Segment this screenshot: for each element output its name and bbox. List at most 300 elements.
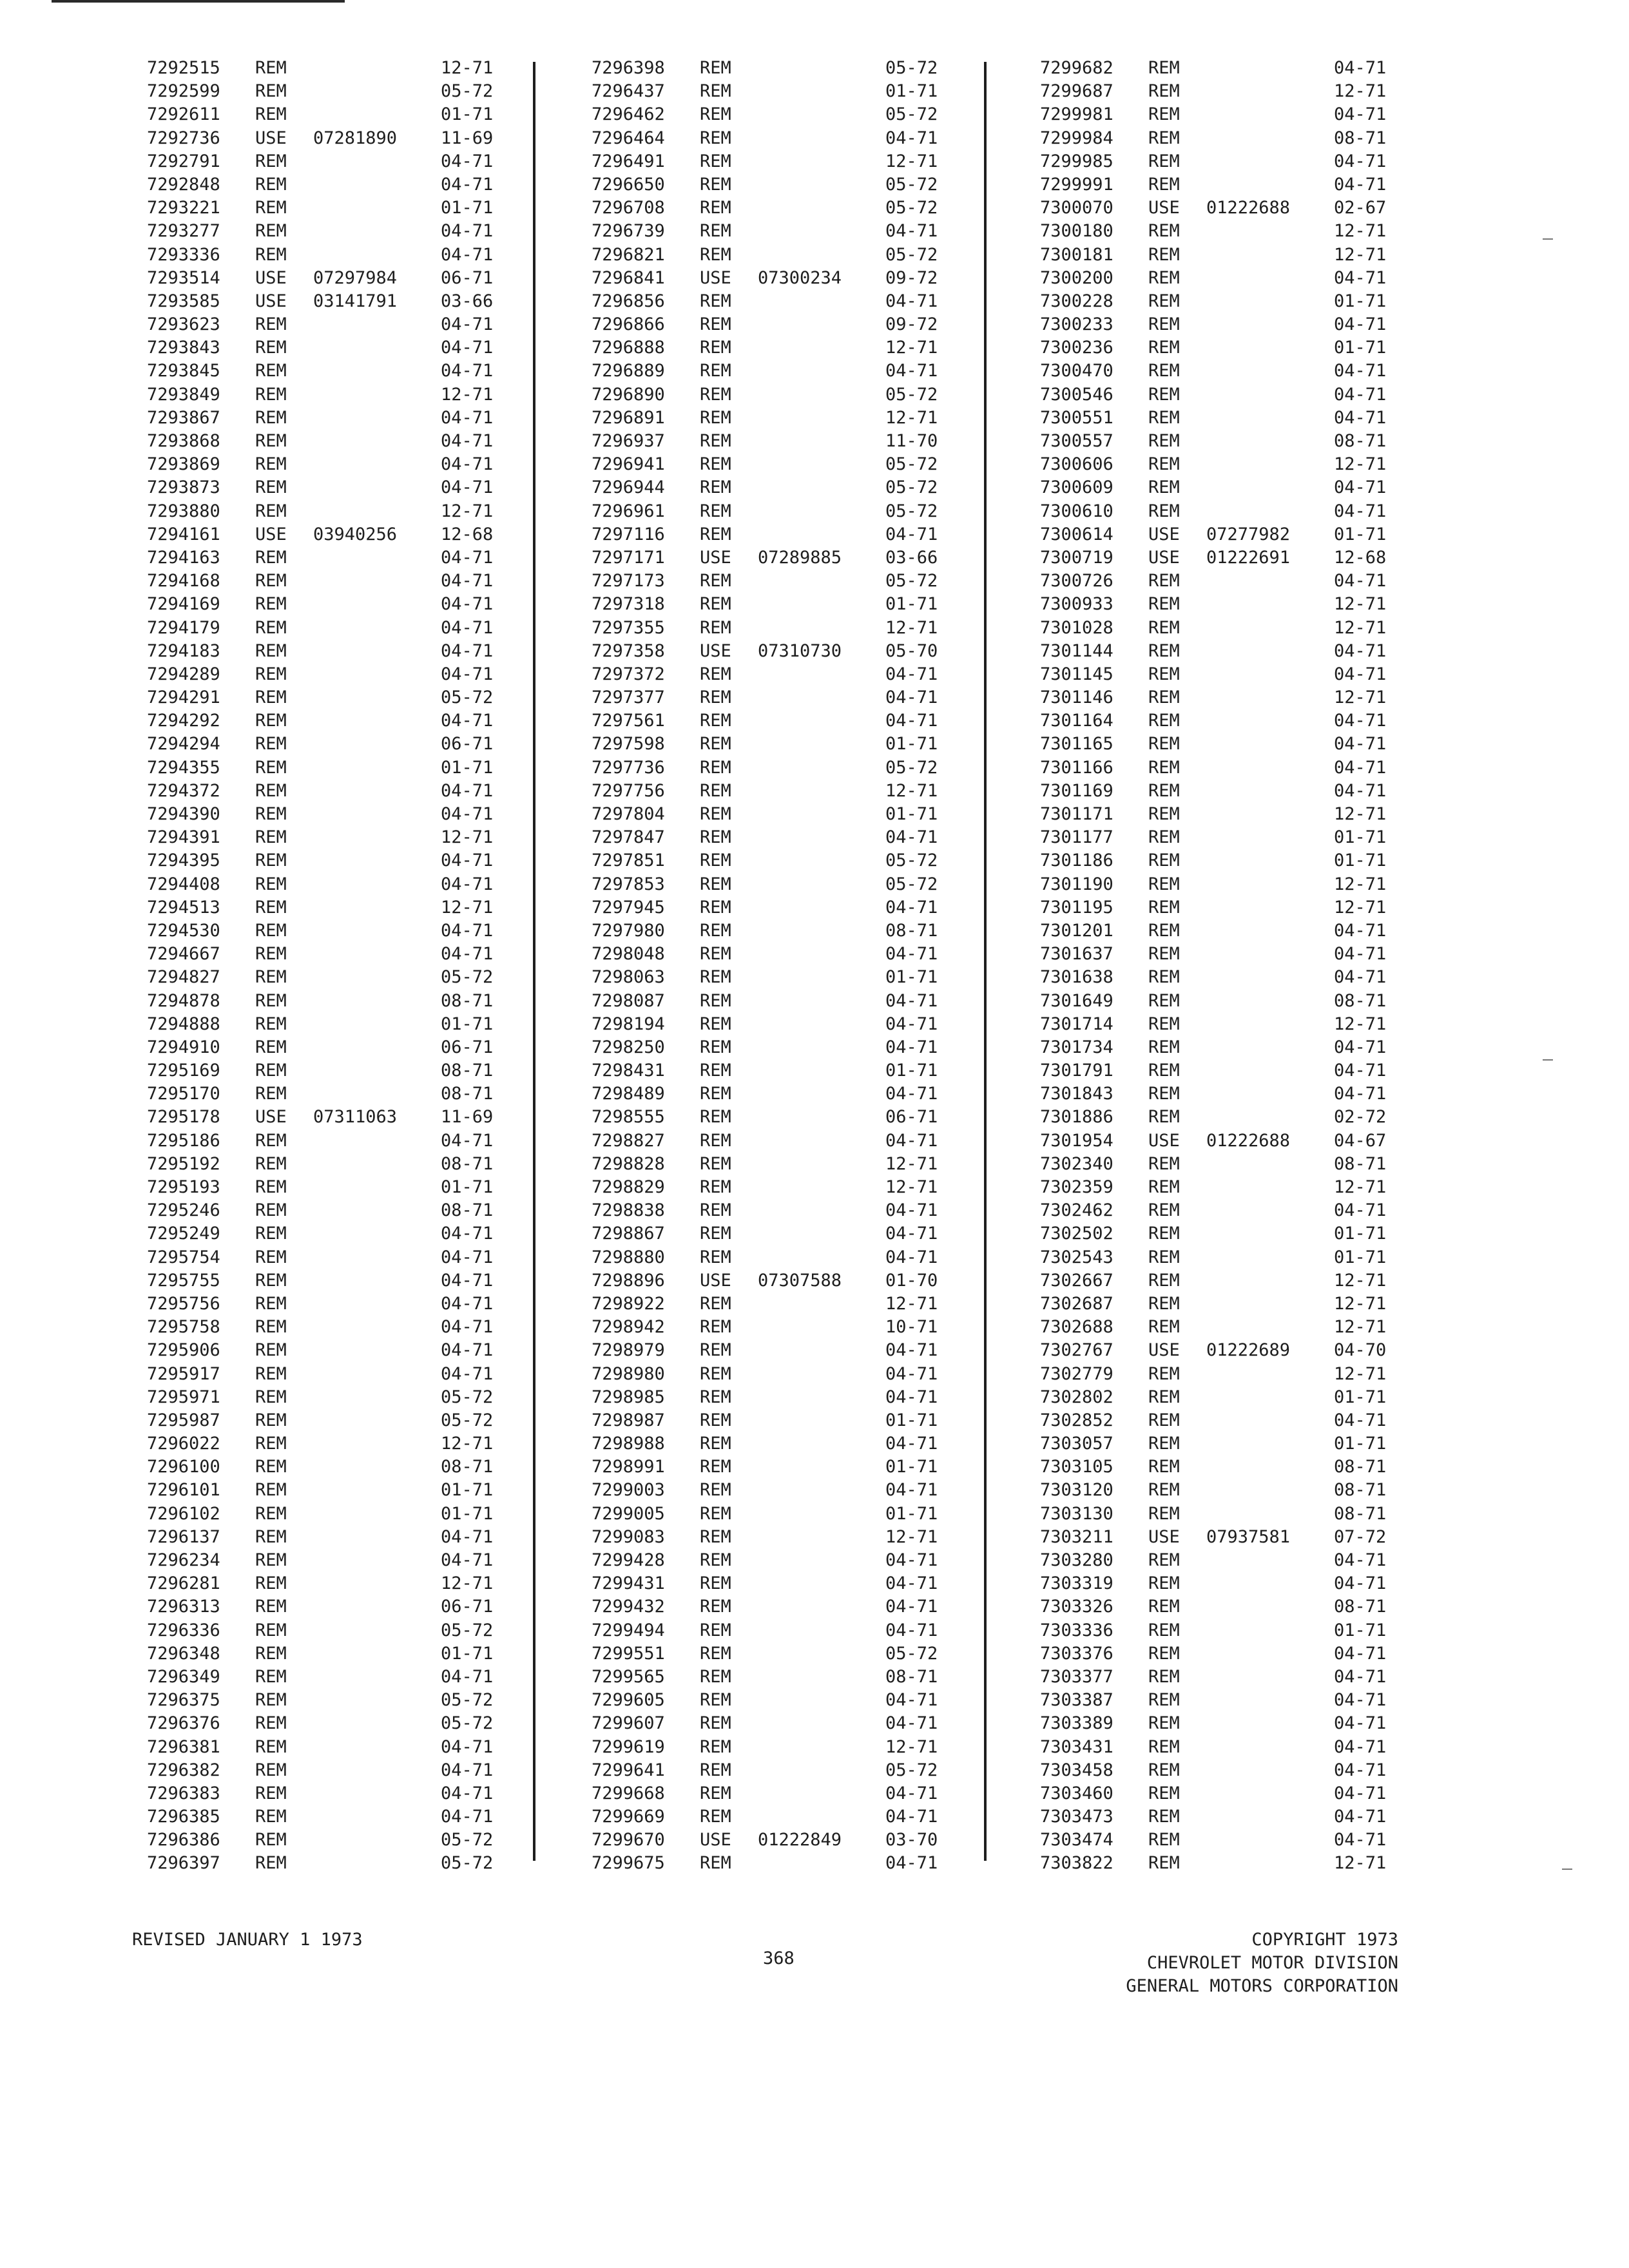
- effective-date: 05-72: [885, 1760, 938, 1780]
- action-code: REM: [700, 384, 731, 405]
- part-number: 7301145: [1040, 664, 1113, 684]
- part-row: [147, 733, 505, 756]
- part-number: 7298063: [592, 967, 665, 988]
- replacement-number: [313, 336, 441, 360]
- part-row: [147, 990, 505, 1013]
- part-row: [147, 1549, 505, 1572]
- part-number: 7299607: [592, 1713, 665, 1734]
- top-rule: [52, 0, 345, 3]
- replacement-number: [758, 80, 885, 103]
- effective-date: 04-71: [885, 1130, 938, 1151]
- action-code: REM: [255, 594, 287, 615]
- replacement-number: [1206, 290, 1334, 313]
- effective-date: 05-72: [885, 571, 938, 591]
- part-number: 7298194: [592, 1014, 665, 1034]
- action-code: REM: [255, 314, 287, 335]
- part-number: 7303376: [1040, 1643, 1113, 1664]
- action-code: REM: [1148, 944, 1180, 965]
- replacement-number: [758, 1246, 885, 1269]
- replacement-number: [313, 1432, 441, 1456]
- part-number: 7296313: [147, 1597, 220, 1617]
- effective-date: 05-72: [885, 104, 938, 125]
- page-number: 368: [763, 1948, 795, 1968]
- effective-date: 04-71: [1334, 571, 1387, 591]
- part-row: [147, 1805, 505, 1829]
- part-number: 7299985: [1040, 151, 1113, 171]
- replacement-number: [1206, 1222, 1334, 1245]
- part-number: 7299619: [592, 1736, 665, 1757]
- action-code: REM: [255, 1037, 287, 1057]
- effective-date: 04-71: [441, 1666, 494, 1687]
- part-row: [592, 733, 950, 756]
- part-row: [1040, 1526, 1398, 1549]
- part-row: [1040, 546, 1398, 570]
- part-row: [147, 1479, 505, 1502]
- effective-date: 02-72: [1334, 1107, 1387, 1128]
- action-code: REM: [1148, 1830, 1180, 1850]
- action-code: REM: [1148, 384, 1180, 405]
- part-row: [592, 593, 950, 616]
- replacement-number: [758, 336, 885, 360]
- part-number: 7296464: [592, 128, 665, 148]
- part-number: 7296937: [592, 431, 665, 451]
- part-row: [592, 849, 950, 872]
- effective-date: 04-71: [1334, 1573, 1387, 1594]
- effective-date: 04-71: [1334, 1807, 1387, 1827]
- part-number: 7297804: [592, 804, 665, 824]
- action-code: REM: [1148, 1387, 1180, 1407]
- parts-column-1: [147, 57, 505, 1876]
- part-row: [592, 943, 950, 966]
- effective-date: 04-71: [885, 1550, 938, 1570]
- part-row: [1040, 1782, 1398, 1805]
- part-row: [1040, 803, 1398, 826]
- part-number: 7294292: [147, 711, 220, 731]
- replacement-number: [313, 1409, 441, 1432]
- part-row: [1040, 1479, 1398, 1502]
- replacement-number: [313, 1503, 441, 1526]
- part-number: 7298988: [592, 1434, 665, 1454]
- part-row: [592, 640, 950, 663]
- effective-date: 04-71: [885, 1363, 938, 1384]
- action-code: REM: [255, 174, 287, 195]
- part-number: 7298922: [592, 1293, 665, 1314]
- action-code: REM: [1148, 361, 1180, 381]
- effective-date: 01-71: [1334, 1387, 1387, 1407]
- part-number: 7301195: [1040, 897, 1113, 918]
- effective-date: 01-71: [885, 1061, 938, 1081]
- action-code: REM: [1148, 571, 1180, 591]
- replacement-number: [758, 1363, 885, 1386]
- replacement-number: [758, 1129, 885, 1153]
- effective-date: 04-71: [441, 1340, 494, 1361]
- action-code: REM: [700, 1480, 731, 1501]
- effective-date: 04-71: [1334, 407, 1387, 428]
- part-row: [1040, 267, 1398, 290]
- part-number: 7302543: [1040, 1247, 1113, 1267]
- effective-date: 04-71: [885, 1620, 938, 1640]
- effective-date: 12-71: [885, 1293, 938, 1314]
- action-code: REM: [700, 1387, 731, 1407]
- part-row: [147, 244, 505, 267]
- effective-date: 04-71: [1334, 967, 1387, 988]
- part-number: 7297171: [592, 547, 665, 568]
- revised-date: REVISED JANUARY 1 1973: [132, 1930, 363, 1950]
- replacement-number: [758, 244, 885, 267]
- replacement-number: [1206, 1479, 1334, 1502]
- action-code: REM: [1148, 81, 1180, 102]
- part-number: 7303336: [1040, 1620, 1113, 1640]
- replacement-number: [1206, 849, 1334, 872]
- replacement-number: [313, 1479, 441, 1502]
- part-number: 7297847: [592, 827, 665, 848]
- part-number: 7301886: [1040, 1107, 1113, 1128]
- part-row: [1040, 290, 1398, 313]
- part-number: 7299687: [1040, 81, 1113, 102]
- replacement-number: [1206, 1106, 1334, 1129]
- action-code: REM: [700, 967, 731, 988]
- replacement-number: [758, 1736, 885, 1759]
- action-code: REM: [700, 1410, 731, 1430]
- part-row: [1040, 500, 1398, 523]
- replacement-number: [313, 1712, 441, 1735]
- effective-date: 04-71: [885, 897, 938, 918]
- replacement-number: [313, 873, 441, 896]
- action-code: REM: [700, 874, 731, 894]
- effective-date: 04-71: [441, 407, 494, 428]
- effective-date: 11-70: [885, 431, 938, 451]
- part-number: 7294179: [147, 617, 220, 638]
- action-code: REM: [1148, 617, 1180, 638]
- effective-date: 04-71: [441, 1550, 494, 1570]
- part-number: 7296348: [147, 1643, 220, 1664]
- replacement-number: [1206, 919, 1334, 943]
- effective-date: 04-71: [441, 338, 494, 358]
- effective-date: 04-71: [885, 361, 938, 381]
- part-number: 7292736: [147, 128, 220, 148]
- replacement-number: [758, 1572, 885, 1595]
- action-code: REM: [255, 1224, 287, 1244]
- effective-date: 04-71: [441, 477, 494, 498]
- effective-date: 12-71: [1334, 1177, 1387, 1197]
- action-code: REM: [255, 1153, 287, 1174]
- effective-date: 04-71: [441, 571, 494, 591]
- effective-date: 04-71: [885, 221, 938, 242]
- part-number: 7299428: [592, 1550, 665, 1570]
- replacement-number: [313, 1759, 441, 1782]
- effective-date: 08-71: [1334, 1503, 1387, 1524]
- part-number: 7296100: [147, 1457, 220, 1477]
- effective-date: 05-72: [885, 874, 938, 894]
- part-number: 7299083: [592, 1526, 665, 1547]
- action-code: REM: [255, 1247, 287, 1267]
- part-number: 7297756: [592, 780, 665, 801]
- part-row: [592, 1712, 950, 1735]
- replacement-number: [313, 1222, 441, 1245]
- part-number: 7301649: [1040, 990, 1113, 1011]
- action-code: REM: [255, 944, 287, 965]
- part-number: 7298048: [592, 944, 665, 965]
- action-code: REM: [700, 1014, 731, 1034]
- action-code: REM: [1148, 151, 1180, 171]
- part-row: [592, 220, 950, 243]
- part-row: [1040, 1222, 1398, 1245]
- part-row: [592, 1759, 950, 1782]
- part-number: 7299668: [592, 1783, 665, 1803]
- replacement-number: [313, 383, 441, 407]
- part-row: [1040, 1129, 1398, 1153]
- effective-date: 12-71: [441, 897, 494, 918]
- part-number: 7296281: [147, 1573, 220, 1594]
- replacement-number: [758, 1409, 885, 1432]
- part-number: 7295756: [147, 1293, 220, 1314]
- effective-date: 04-71: [885, 128, 938, 148]
- action-code: REM: [700, 1573, 731, 1594]
- action-code: REM: [1148, 1293, 1180, 1314]
- replacement-number: [313, 1129, 441, 1153]
- replacement-number: [313, 1782, 441, 1805]
- replacement-number: [758, 849, 885, 872]
- part-number: 7294183: [147, 640, 220, 661]
- replacement-number: [1206, 1013, 1334, 1036]
- action-code: REM: [1148, 1084, 1180, 1104]
- part-number: 7299670: [592, 1830, 665, 1850]
- action-code: REM: [1148, 1200, 1180, 1221]
- part-row: [1040, 1689, 1398, 1712]
- part-number: 7294294: [147, 734, 220, 754]
- replacement-number: [313, 220, 441, 243]
- part-number: 7292848: [147, 174, 220, 195]
- part-row: [147, 1153, 505, 1176]
- part-row: [147, 1269, 505, 1293]
- effective-date: 04-71: [885, 1014, 938, 1034]
- part-row: [1040, 476, 1398, 499]
- replacement-number: [1206, 1689, 1334, 1712]
- action-code: REM: [700, 687, 731, 708]
- action-code: REM: [700, 711, 731, 731]
- part-row: [147, 1106, 505, 1129]
- action-code: REM: [255, 1014, 287, 1034]
- part-row: [147, 1759, 505, 1782]
- action-code: REM: [700, 1503, 731, 1524]
- effective-date: 04-71: [1334, 477, 1387, 498]
- effective-date: 01-71: [1334, 524, 1387, 544]
- action-code: REM: [255, 780, 287, 801]
- effective-date: 12-68: [1334, 547, 1387, 568]
- part-number: 7302852: [1040, 1410, 1113, 1430]
- action-code: REM: [255, 897, 287, 918]
- replacement-number: [313, 640, 441, 663]
- part-number: 7299431: [592, 1573, 665, 1594]
- effective-date: 01-71: [885, 1503, 938, 1524]
- effective-date: 08-71: [885, 1666, 938, 1687]
- action-code: REM: [255, 1666, 287, 1687]
- effective-date: 04-71: [885, 1807, 938, 1827]
- replacement-number: [758, 1199, 885, 1222]
- effective-date: 04-71: [1334, 711, 1387, 731]
- part-number: 7294888: [147, 1014, 220, 1034]
- action-code: REM: [255, 1736, 287, 1757]
- replacement-number: [1206, 896, 1334, 919]
- replacement-number: [758, 1036, 885, 1059]
- part-row: [592, 1363, 950, 1386]
- part-row: [592, 1129, 950, 1153]
- effective-date: 04-71: [441, 1130, 494, 1151]
- action-code: REM: [255, 1200, 287, 1221]
- part-row: [592, 1432, 950, 1456]
- effective-date: 03-70: [885, 1830, 938, 1850]
- action-code: REM: [700, 1200, 731, 1221]
- action-code: REM: [700, 1130, 731, 1151]
- part-row: [1040, 686, 1398, 709]
- part-number: 7295246: [147, 1200, 220, 1221]
- effective-date: 01-71: [441, 1480, 494, 1501]
- part-row: [592, 686, 950, 709]
- part-number: 7294291: [147, 687, 220, 708]
- part-number: 7298985: [592, 1387, 665, 1407]
- part-number: 7303387: [1040, 1690, 1113, 1711]
- replacement-number: [313, 1549, 441, 1572]
- effective-date: 01-71: [1334, 827, 1387, 848]
- part-number: 7296336: [147, 1620, 220, 1640]
- action-code: REM: [255, 407, 287, 428]
- part-number: 7295192: [147, 1153, 220, 1174]
- part-row: [592, 1409, 950, 1432]
- part-number: 7293277: [147, 221, 220, 242]
- part-number: 7294530: [147, 920, 220, 941]
- action-code: REM: [1148, 1014, 1180, 1034]
- part-row: [147, 966, 505, 989]
- part-number: 7303460: [1040, 1783, 1113, 1803]
- part-row: [1040, 453, 1398, 476]
- effective-date: 04-71: [441, 361, 494, 381]
- replacement-number: [313, 780, 441, 803]
- part-number: 7301638: [1040, 967, 1113, 988]
- part-number: 7300180: [1040, 221, 1113, 242]
- effective-date: 04-71: [885, 1247, 938, 1267]
- part-number: 7294395: [147, 850, 220, 871]
- effective-date: 12-71: [1334, 1270, 1387, 1291]
- action-code: REM: [1148, 594, 1180, 615]
- effective-date: 04-70: [1334, 1340, 1387, 1361]
- effective-date: 04-71: [441, 314, 494, 335]
- effective-date: 12-71: [885, 780, 938, 801]
- replacement-number: [313, 966, 441, 989]
- replacement-number: [758, 1782, 885, 1805]
- action-code: REM: [700, 571, 731, 591]
- effective-date: 04-71: [885, 524, 938, 544]
- action-code: USE: [700, 1830, 731, 1850]
- part-number: 7301637: [1040, 944, 1113, 965]
- effective-date: 07-72: [1334, 1526, 1387, 1547]
- action-code: REM: [255, 1830, 287, 1850]
- part-row: [592, 1339, 950, 1362]
- effective-date: 04-71: [1334, 780, 1387, 801]
- part-row: [592, 1479, 950, 1502]
- effective-date: 12-71: [1334, 1014, 1387, 1034]
- replacement-number: [758, 1689, 885, 1712]
- replacement-number: [1206, 103, 1334, 126]
- effective-date: 11-69: [441, 128, 494, 148]
- part-number: 7295755: [147, 1270, 220, 1291]
- effective-date: 04-71: [1334, 1643, 1387, 1664]
- action-code: REM: [1148, 244, 1180, 265]
- action-code: REM: [700, 1153, 731, 1174]
- replacement-number: [758, 1619, 885, 1642]
- effective-date: 12-71: [885, 1153, 938, 1174]
- part-row: [147, 1712, 505, 1735]
- effective-date: 12-71: [1334, 1293, 1387, 1314]
- part-number: 7296856: [592, 291, 665, 311]
- effective-date: 05-72: [885, 244, 938, 265]
- part-row: [592, 617, 950, 640]
- effective-date: 12-71: [1334, 1363, 1387, 1384]
- replacement-number: [758, 220, 885, 243]
- part-number: 7296961: [592, 501, 665, 521]
- action-code: REM: [1148, 128, 1180, 148]
- replacement-number: [313, 1595, 441, 1619]
- effective-date: 05-72: [885, 1643, 938, 1664]
- division-line: CHEVROLET MOTOR DIVISION: [1146, 1953, 1398, 1973]
- action-code: REM: [255, 640, 287, 661]
- action-code: REM: [1148, 804, 1180, 824]
- replacement-number: [758, 1339, 885, 1362]
- effective-date: 12-71: [1334, 1853, 1387, 1874]
- action-code: REM: [255, 1434, 287, 1454]
- effective-date: 04-71: [1334, 314, 1387, 335]
- effective-date: 04-71: [1334, 1061, 1387, 1081]
- effective-date: 04-71: [885, 1224, 938, 1244]
- effective-date: 04-71: [885, 1387, 938, 1407]
- part-row: [592, 1316, 950, 1339]
- part-row: [1040, 1316, 1398, 1339]
- effective-date: 12-71: [441, 58, 494, 78]
- part-number: 7298979: [592, 1340, 665, 1361]
- replacement-number: [1206, 336, 1334, 360]
- part-number: 7299432: [592, 1597, 665, 1617]
- action-code: REM: [255, 617, 287, 638]
- part-number: 7295178: [147, 1107, 220, 1128]
- action-code: REM: [1148, 58, 1180, 78]
- action-code: REM: [700, 1363, 731, 1384]
- effective-date: 04-71: [1334, 361, 1387, 381]
- effective-date: 01-71: [441, 757, 494, 778]
- part-number: 7299682: [1040, 58, 1113, 78]
- part-number: 7301190: [1040, 874, 1113, 894]
- action-code: REM: [1148, 1061, 1180, 1081]
- part-row: [147, 546, 505, 570]
- part-number: 7298250: [592, 1037, 665, 1057]
- replacement-number: [1206, 1082, 1334, 1106]
- replacement-number: [1206, 476, 1334, 499]
- part-row: [147, 476, 505, 499]
- part-number: 7294168: [147, 571, 220, 591]
- part-row: [1040, 1595, 1398, 1619]
- action-code: REM: [1148, 221, 1180, 242]
- replacement-number: [313, 1829, 441, 1852]
- effective-date: 04-71: [1334, 1783, 1387, 1803]
- effective-date: 12-71: [885, 407, 938, 428]
- action-code: REM: [255, 827, 287, 848]
- replacement-number: [313, 1642, 441, 1666]
- action-code: REM: [700, 1760, 731, 1780]
- action-code: REM: [255, 1503, 287, 1524]
- part-row: [1040, 80, 1398, 103]
- effective-date: 09-72: [885, 314, 938, 335]
- effective-date: 08-71: [1334, 1480, 1387, 1501]
- replacement-number: [313, 150, 441, 173]
- action-code: REM: [255, 711, 287, 731]
